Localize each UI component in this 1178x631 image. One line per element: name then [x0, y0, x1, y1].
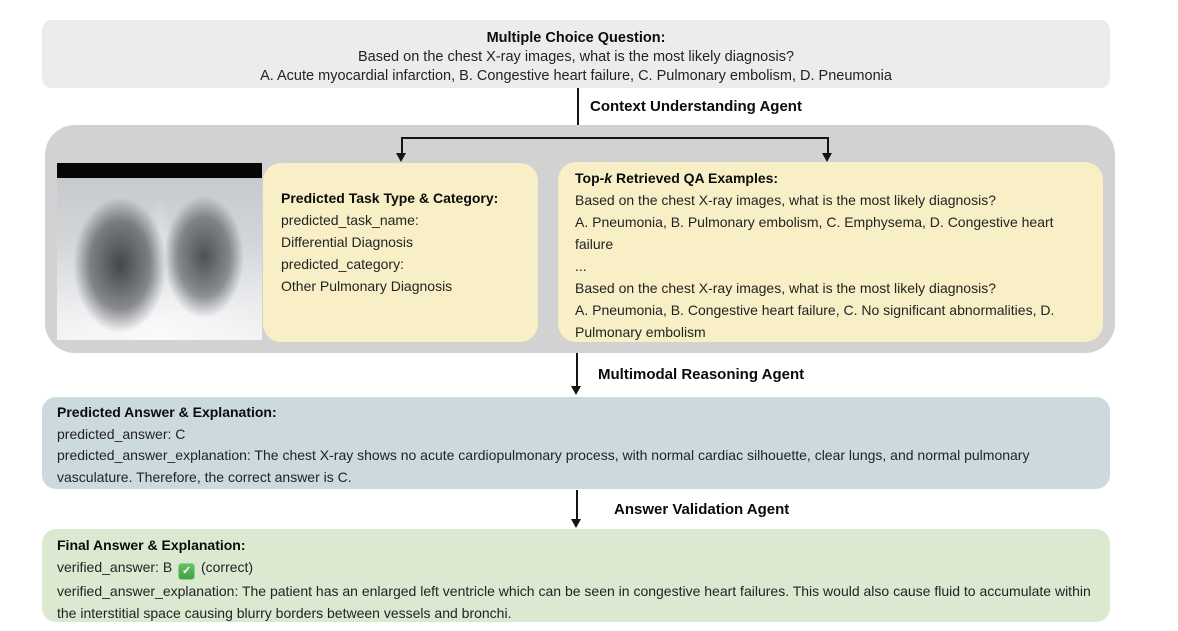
retrieved-qa-title — [575, 167, 1087, 189]
verified-answer-suffix: (correct) — [200, 559, 254, 575]
predicted-category-value: Other Pulmonary Diagnosis — [281, 278, 453, 294]
correct-check-icon: ✓ — [178, 563, 195, 580]
final-answer-title: Final Answer & Explanation: — [57, 537, 246, 553]
final-answer-value — [57, 556, 1095, 580]
question-options: A. Acute myocardial infarction, B. Congestive heart failure, C. Pulmonary embolism, D. Pneumonia — [260, 68, 892, 84]
arrowhead-validation-icon — [571, 519, 581, 528]
qa-example2-question: Based on the chest X-ray images, what is the most likely diagnosis? — [575, 280, 996, 296]
arrowhead-left-down-icon — [396, 153, 406, 162]
verified-answer-label: verified_answer: B — [57, 559, 173, 575]
predicted-category-label: predicted_category: — [281, 256, 404, 272]
validation-agent-label: Answer Validation Agent — [614, 501, 790, 518]
reasoning-agent-label: Multimodal Reasoning Agent — [598, 366, 805, 383]
final-answer-box — [42, 529, 1110, 622]
predicted-task-box — [263, 163, 538, 342]
qa-example2-options: A. Pneumonia, B. Congestive heart failure, C. No significant abnormalities, D. Pulmonary embolism — [575, 302, 1055, 340]
context-agent-label: Context Understanding Agent — [590, 98, 802, 115]
retrieved-qa-box — [558, 162, 1103, 342]
arrowhead-right-down-icon — [822, 153, 832, 162]
connector-branch-horizontal — [401, 137, 829, 139]
predicted-answer-box — [42, 397, 1110, 489]
connector-branch-right — [827, 137, 829, 154]
question-text: Based on the chest X-ray images, what is the most likely diagnosis? — [357, 49, 795, 65]
question-box — [42, 20, 1110, 88]
xray-black-bar — [57, 163, 262, 178]
arrowhead-reasoning-icon — [571, 386, 581, 395]
predicted-answer-title: Predicted Answer & Explanation: — [57, 404, 277, 420]
predicted-task-name-value: Differential Diagnosis — [281, 234, 414, 250]
qa-example1-question: Based on the chest X-ray images, what is the most likely diagnosis? — [575, 192, 996, 208]
question-box-title: Multiple Choice Question: — [486, 30, 666, 46]
connector-branch-left — [401, 137, 403, 154]
final-answer-explanation: verified_answer_explanation: The patient has an enlarged left ventricle which can be seen in congestive heart failures. This would also cause fluid to accumulate within the interstitial space causing blurry borders between vessels and bronchi. — [57, 583, 1091, 621]
connector-validation-stem — [576, 490, 578, 520]
predicted-answer-explanation: predicted_answer_explanation: The chest X-ray shows no acute cardiopulmonary process, with normal cardiac silhouette, clear lungs, and normal pulmonary vasculature. Therefore, the correct answer is C. — [57, 447, 1030, 485]
qa-title-prefix: Top- — [575, 170, 605, 186]
predicted-task-name-label: predicted_task_name: — [281, 212, 419, 228]
qa-example1-options: A. Pneumonia, B. Pulmonary embolism, C. Emphysema, D. Congestive heart failure — [575, 214, 1054, 252]
predicted-task-title: Predicted Task Type & Category: — [281, 190, 499, 206]
chest-xray-image — [57, 163, 262, 340]
qa-title-k: k — [604, 170, 613, 186]
qa-ellipsis: ... — [575, 258, 587, 274]
qa-title-suffix: Retrieved QA Examples: — [612, 170, 779, 186]
connector-reasoning-stem — [576, 353, 578, 387]
predicted-answer-value: predicted_answer: C — [57, 425, 186, 442]
